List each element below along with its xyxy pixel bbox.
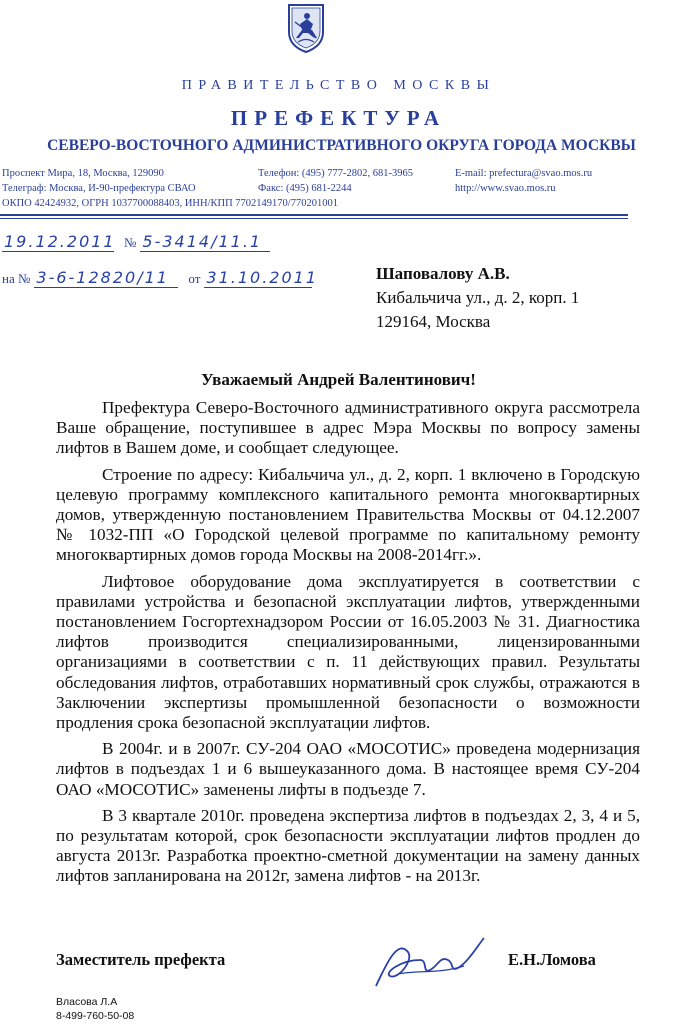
moscow-coat-of-arms-icon <box>286 2 326 54</box>
from-label: от <box>188 271 201 286</box>
government-title: ПРАВИТЕЛЬСТВО МОСКВЫ <box>181 78 496 93</box>
executor-name: Власова Л.А <box>56 996 118 1008</box>
letterhead-divider-thin <box>0 218 628 219</box>
salutation: Уважаемый Андрей Валентинович! <box>201 370 476 389</box>
registration-number: 5-3414/11.1 <box>140 232 270 252</box>
letterhead-divider <box>0 214 628 216</box>
paragraph: В 3 квартале 2010г. проведена экспертиза лифтов в подъездах 2, 3, 4 и 5, по результатам которой, срок безопасности эксплуатации лифтов продлен до августа 2013г. Разработка проектно-сметной документации на замену данных лифтов запланирована на 2012г, замена лифтов - на 2013г. <box>56 805 640 886</box>
web-line: http://www.svao.mos.ru <box>455 183 556 194</box>
letterhead-contacts-right <box>455 166 592 196</box>
paragraph: Префектура Северо-Восточного административного округа рассмотрела Ваше обращение, поступившее в адрес Мэра Москвы по вопросу замены лифтов в Вашем доме, и сообщает следующее. <box>56 398 640 458</box>
codes-line: ОКПО 42424932, ОГРН 1037700088403, ИНН/КПП 7702149170/770201001 <box>2 198 338 209</box>
registration-row-reference <box>2 268 319 288</box>
address-line: Проспект Мира, 18, Москва, 129090 <box>2 168 164 179</box>
signatory-position: Заместитель префекта <box>56 950 226 969</box>
paragraph: Лифтовое оборудование дома эксплуатируется в соответствии с правилами устройства и безопасной эксплуатации лифтов, утвержденными постановлением Госгортехнадзором России от 16.05.2003 № 31. Диагностика лифтов производится специализированными, лицензированными организациями в соответствии с п. 11 действующих правил. Результаты обследования лифтов, отработавших нормативный срок службы, отражаются в Заключении экспертизы промышленной безопасности о возможности продления срока безопасной эксплуатации лифтов. <box>56 571 640 733</box>
paragraph: Строение по адресу: Кибальчича ул., д. 2, корп. 1 включено в Городскую целевую программу комплексного капитального ремонта многоквартирных домов, утвержденную постановлением Правительства Москвы от 04.12.2007 № 1032-ПП «О Городской целевой программе по капитальному ремонту многоквартирных домов города Москвы на 2008-2014гг.». <box>56 464 640 565</box>
number-label: № <box>124 235 137 250</box>
registration-row-outgoing <box>2 232 270 252</box>
letter-body <box>56 398 640 893</box>
district-title: СЕВЕРО-ВОСТОЧНОГО АДМИНИСТРАТИВНОГО ОКРУГА ГОРОДА МОСКВЫ <box>47 137 636 154</box>
registration-date: 19.12.2011 <box>4 232 116 251</box>
prefecture-title: ПРЕФЕКТУРА <box>230 106 447 130</box>
reference-date: 31.10.2011 <box>206 268 319 287</box>
executor-phone: 8-499-760-50-08 <box>56 1010 135 1022</box>
telegraph-line: Телеграф: Москва, И-90-префектура СВАО <box>2 183 196 194</box>
fax-line: Факс: (495) 681-2244 <box>258 183 352 194</box>
reference-label: на № <box>2 271 31 286</box>
letterhead-contacts-middle <box>258 166 413 196</box>
phone-line: Телефон: (495) 777-2802, 681-3965 <box>258 168 414 179</box>
recipient-city: 129164, Москва <box>376 312 491 331</box>
paragraph: В 2004г. и в 2007г. СУ-204 ОАО «МОСОТИС» проведена модернизация лифтов в подъездах 1 и 6 вышеуказанного дома. В настоящее время СУ-204 ОАО «МОСОТИС» заменены лифты в подъезде 7. <box>56 739 640 799</box>
handwritten-signature <box>368 930 488 994</box>
recipient-name: Шаповалову А.В. <box>376 264 510 283</box>
email-line: E-mail: prefectura@svao.mos.ru <box>455 168 593 179</box>
executor-block <box>56 995 134 1023</box>
recipient-block <box>376 262 579 334</box>
recipient-street: Кибальчича ул., д. 2, корп. 1 <box>376 288 580 307</box>
signatory-name: Е.Н.Ломова <box>508 950 596 969</box>
reference-number: 3-6-12820/11 <box>34 268 178 288</box>
